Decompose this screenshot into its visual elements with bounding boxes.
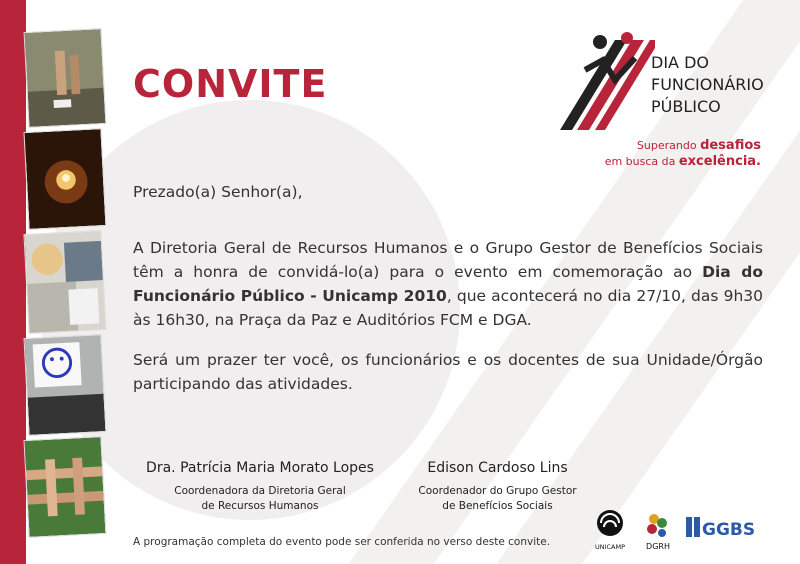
unicamp-logo-label: UNICAMP bbox=[594, 543, 626, 551]
signature-role: Coordenadora da Diretoria Geral bbox=[174, 485, 346, 497]
footer-note: A programação completa do evento pode ser conferida no verso deste convite. bbox=[133, 536, 551, 548]
event-name: Dia do Funcionário Público - Unicamp 2010 bbox=[133, 263, 763, 305]
paragraph1-part2: , que acontecerá no dia 27/10, das 9h30 às 16h30, na Praça da Paz e Auditórios FCM e DGA. bbox=[133, 287, 763, 329]
invitation-paragraph bbox=[133, 236, 763, 332]
photo-person-reading bbox=[23, 230, 106, 334]
unicamp-logo-icon bbox=[595, 510, 625, 551]
greeting: Prezado(a) Senhor(a), bbox=[133, 183, 303, 201]
signature-role: Coordenador do Grupo Gestor bbox=[418, 485, 577, 497]
red-side-strip bbox=[0, 0, 26, 564]
logo-line-2: FUNCIONÁRIO bbox=[651, 75, 764, 94]
tagline-1a: Superando bbox=[636, 139, 701, 152]
tagline-2b: excelência. bbox=[678, 154, 761, 169]
photo-runner bbox=[24, 28, 107, 128]
dgrh-logo-icon bbox=[646, 514, 670, 551]
signature-role: de Benefícios Sociais bbox=[442, 500, 553, 512]
logo-line-3: PÚBLICO bbox=[651, 97, 721, 116]
ggbs-logo-icon bbox=[686, 517, 755, 540]
photo-candle-hands bbox=[23, 128, 106, 230]
signature-name: Edison Cardoso Lins bbox=[427, 460, 568, 476]
institution-logos bbox=[590, 505, 770, 555]
signature-1 bbox=[135, 460, 385, 514]
dgrh-logo-label: DGRH bbox=[646, 542, 670, 551]
logo-tagline bbox=[555, 138, 761, 170]
page-title: CONVITE bbox=[133, 62, 328, 106]
event-logo bbox=[555, 30, 785, 180]
signature-role: de Recursos Humanos bbox=[201, 500, 319, 512]
photo-mask-face bbox=[23, 334, 106, 436]
tagline-1b: desafios bbox=[700, 138, 761, 153]
logo-line-1: DIA DO bbox=[651, 53, 709, 72]
paragraph1-part1: A Diretoria Geral de Recursos Humanos e o Grupo Gestor de Benefícios Sociais têm a honra de convidá-lo(a) para o evento em comemoração ao bbox=[133, 239, 763, 281]
photo-linked-hands bbox=[23, 436, 106, 538]
tagline-2a: em busca da bbox=[604, 155, 679, 168]
closing-paragraph: Será um prazer ter você, os funcionários e os docentes de sua Unidade/Órgão participando das atividades. bbox=[133, 351, 763, 393]
logo-wordmark bbox=[651, 52, 764, 118]
runner-stripes-icon bbox=[555, 30, 655, 140]
signature-2 bbox=[400, 460, 595, 514]
ggbs-logo-label: GGBS bbox=[702, 520, 756, 540]
signature-name: Dra. Patrícia Maria Morato Lopes bbox=[146, 460, 374, 476]
